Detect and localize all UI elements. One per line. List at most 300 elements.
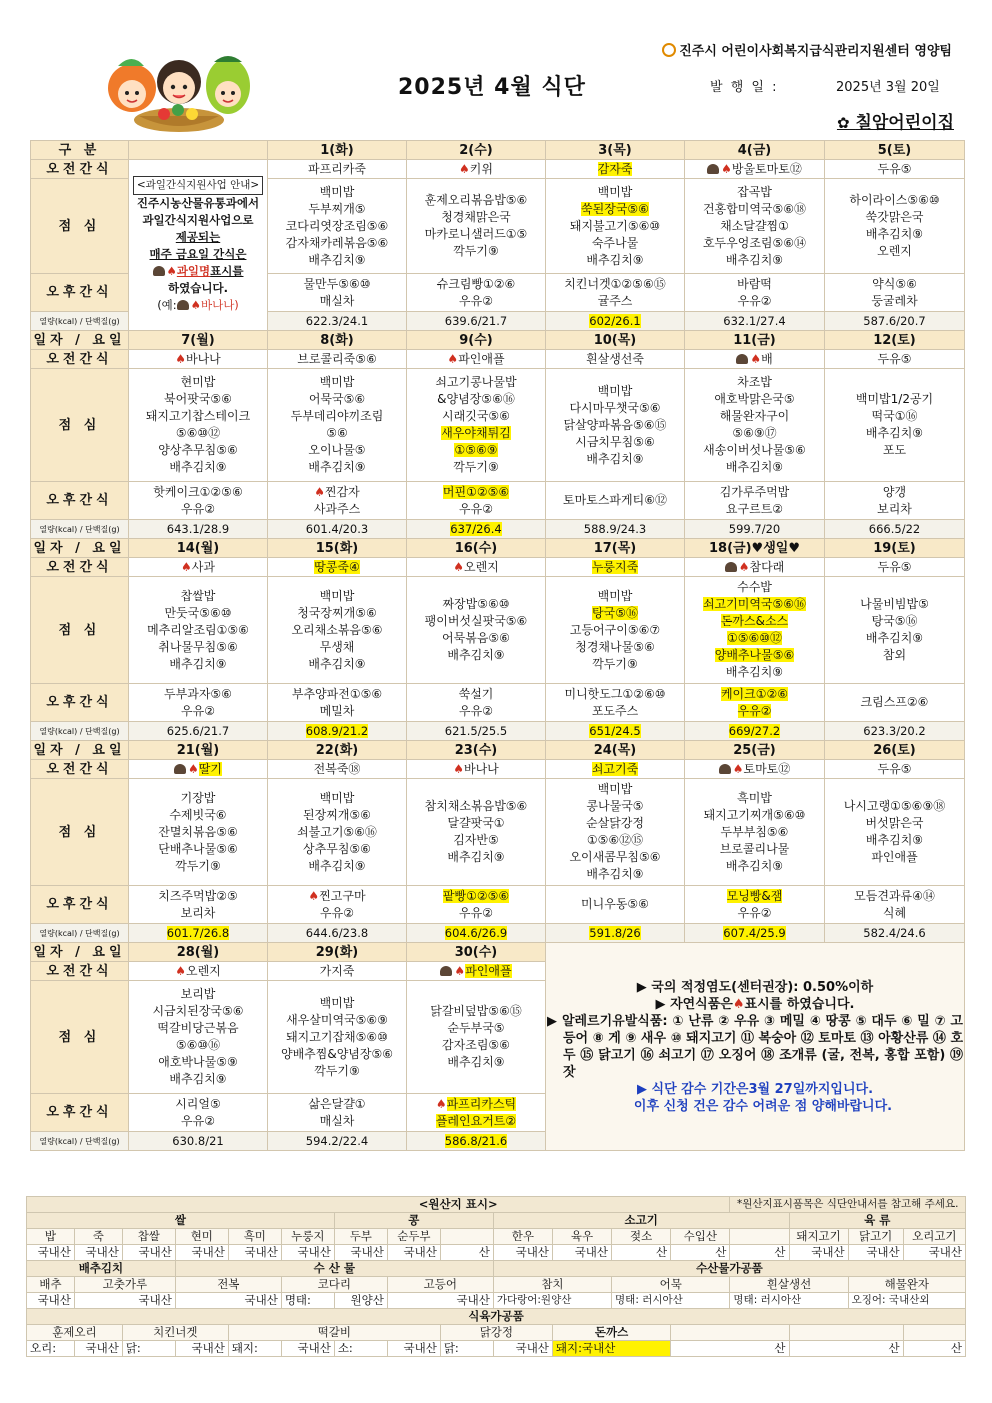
kcal-cell: [268, 1132, 407, 1151]
lunch-item: 두부찌개⑤: [308, 201, 366, 216]
am-snack: 가지죽: [319, 963, 355, 978]
kcal-cell: [825, 312, 965, 331]
kcal-value: 607.4/25.9: [723, 925, 786, 940]
day-header: 24(목): [546, 741, 685, 760]
lunch-item: 감자조림⑤⑥: [442, 1038, 510, 1052]
pm-snack: 귤주스: [597, 293, 633, 308]
note-text: 3월 27일까지: [748, 1081, 831, 1097]
kcal-cell: [685, 520, 825, 539]
origin-table: [26, 1196, 966, 1357]
notice-line: [130, 263, 266, 280]
pm-snack: 찐감자: [324, 484, 360, 499]
lunch-item: 배추김치⑨: [308, 656, 366, 671]
origin-item: 치킨너겟: [122, 1325, 228, 1341]
lunch-item-line: [547, 252, 683, 269]
pm-snack-line: [130, 484, 266, 501]
origin-value: 명태:: [281, 1293, 334, 1309]
lunch-item-line: [130, 790, 266, 807]
lunch-item-line: [408, 459, 544, 476]
notice-line: 제공되는: [175, 230, 221, 244]
am-snack-cell: [825, 760, 965, 779]
lunch-item: 만둣국⑤⑥⑩: [164, 605, 232, 620]
am-snack-line: [686, 761, 823, 778]
lunch-item-line: [408, 798, 544, 815]
lunch-item-line: [130, 374, 266, 391]
lunch-item: 배추김치⑨: [169, 656, 227, 671]
am-snack-line: [547, 559, 683, 576]
am-snack-line: [826, 351, 963, 368]
kid-icon: [725, 562, 737, 572]
lunch-item-line: [408, 1037, 544, 1054]
lunch-item-line: [547, 383, 683, 400]
pm-snack-cell: [268, 1094, 407, 1132]
lunch-item: 배추김치⑨: [865, 833, 924, 847]
lunch-item-line: [269, 201, 405, 218]
lunch-cell: [685, 577, 825, 684]
lunch-item: 북어팟국⑤⑥: [164, 392, 232, 406]
pm-snack-line: [130, 703, 266, 720]
kcal-value: 601.7/26.8: [166, 925, 230, 940]
fruit-icon: ♠: [308, 888, 320, 903]
lunch-item-line: [686, 391, 823, 408]
origin-item: 한우: [493, 1229, 552, 1245]
origin-item: [440, 1229, 493, 1245]
pm-snack: 우유②: [459, 501, 493, 516]
lunch-item: 깍두기⑨: [592, 656, 638, 671]
blank-header: [129, 141, 268, 160]
am-snack: 오렌지: [185, 963, 221, 978]
pm-snack-line: [826, 484, 963, 501]
pm-snack-line: [826, 276, 963, 293]
am-snack-line: [269, 559, 405, 576]
kcal-cell: [129, 924, 268, 943]
day-header: 10(목): [546, 331, 685, 350]
day-header: 18(금)♥생일♥: [685, 539, 825, 558]
lunch-item-line: [686, 807, 823, 824]
am-snack: 파인애플: [458, 351, 505, 366]
center-name: ✿ 칠암어린이집: [836, 113, 954, 133]
lunch-item: ⑤⑥⑩⑫: [175, 426, 221, 440]
lunch-item: ⑤⑥: [326, 426, 348, 440]
lunch-item: 쇠불고기⑤⑥⑯: [297, 824, 377, 839]
lunch-item-line: [547, 451, 683, 468]
lunch-item: &양념장⑤⑥⑯: [437, 392, 515, 406]
origin-item: 해물완자: [848, 1277, 965, 1293]
day-header: 22(화): [268, 741, 407, 760]
origin-item: 흰살생선: [730, 1277, 848, 1293]
row-label-kcal: 열량(kcal) / 단백질(g): [31, 312, 129, 331]
kid-icon: [174, 764, 186, 774]
lunch-item-line: [408, 1054, 544, 1071]
note-allergy: ▶ 알레르기유발식품: ① 난류 ② 우유 ③ 메밀 ④ 땅콩 ⑤ 대두 ⑥ 밀 ⑦ 고등어 ⑧ 게 ⑨ 새우 ⑩ 돼지고기 ⑪ 복숭아 ⑫ 토마토 ⑬ 아황산류 ⑭ 호두 ⑮ 닭고기 ⑯ 쇠고기 ⑰ 오징어 ⑱ 조개류 (굴, 전복, 홍합 포함) ⑲ 잣: [547, 1013, 963, 1080]
lunch-item-line: [269, 656, 405, 673]
lunch-item: 배추김치⑨: [169, 1072, 227, 1086]
am-snack: 배: [761, 351, 773, 366]
fruit-icon: ♠: [188, 761, 199, 776]
am-snack: 브로콜리죽⑤⑥: [297, 351, 377, 366]
origin-value: 명태: 러시아산: [730, 1293, 848, 1309]
pm-snack-cell: [825, 886, 965, 924]
pm-snack-cell: [407, 482, 546, 520]
kcal-cell: [407, 722, 546, 741]
row-label-day: 일자 / 요일: [31, 331, 129, 350]
origin-value: 국내산: [27, 1245, 75, 1261]
lunch-item-line: [408, 243, 544, 260]
lunch-item: 깍두기⑨: [314, 1063, 360, 1078]
am-snack: 두유⑤: [877, 351, 912, 366]
lunch-item-line: [269, 425, 405, 442]
group-beef: 소고기: [493, 1213, 789, 1229]
pm-snack: 식혜: [882, 905, 907, 920]
fruit-icon: ♠: [738, 559, 750, 574]
lunch-item: 짜장밥⑤⑥⑩: [442, 597, 510, 611]
lunch-item-line: [686, 790, 823, 807]
day-header: 2(수): [407, 141, 546, 160]
pm-snack: 미니우동⑤⑥: [581, 897, 649, 911]
kcal-cell: [685, 722, 825, 741]
lunch-item: 떡국①⑯: [871, 409, 918, 423]
am-snack: 오렌지: [463, 559, 499, 574]
lunch-item-line: [686, 824, 823, 841]
day-header: 15(화): [268, 539, 407, 558]
origin-item: 참치: [493, 1277, 611, 1293]
pm-snack-line: [826, 888, 963, 905]
notice-text: (예:: [157, 298, 177, 312]
notice-line: 과일간식지원사업으로: [142, 213, 254, 227]
lunch-item-line: [547, 781, 683, 798]
am-snack-line: [269, 351, 405, 368]
lunch-item: 오리채소볶음⑤⑥: [291, 622, 383, 637]
kcal-value: 651/24.5: [589, 723, 641, 738]
origin-value: 오징어: 국내산외: [848, 1293, 965, 1309]
lunch-cell: [685, 369, 825, 482]
am-snack-cell: [685, 760, 825, 779]
lunch-item: 배추김치⑨: [308, 858, 366, 873]
am-snack-line: [408, 761, 544, 778]
pm-snack-line: [686, 686, 823, 703]
pm-snack-line: [408, 501, 544, 518]
lunch-item-line: [826, 647, 963, 664]
lunch-item-line: [130, 622, 266, 639]
lunch-item: 훈제오리볶음밥⑤⑥: [424, 193, 528, 207]
day-header: 7(월): [129, 331, 268, 350]
lunch-item: 백미밥: [319, 184, 355, 199]
lunch-item-line: [269, 1012, 405, 1029]
note-text: 입니다.: [830, 1081, 874, 1097]
lunch-item-line: [686, 235, 823, 252]
lunch-item: 닭살양파볶음⑤⑥⑮: [563, 417, 667, 432]
kids-illustration: [104, 48, 254, 134]
pm-snack-line: [269, 1113, 405, 1130]
row-label-kcal: 열량(kcal) / 단백질(g): [31, 924, 129, 943]
origin-value: 국내산: [175, 1293, 281, 1309]
lunch-item: 참외: [882, 648, 907, 662]
origin-value: 국내산: [387, 1293, 493, 1309]
lunch-item-line: [408, 425, 544, 442]
lunch-item-line: [130, 639, 266, 656]
lunch-item: 배추김치⑨: [447, 648, 505, 662]
pm-snack-line: [826, 293, 963, 310]
lunch-item: 백미밥: [319, 790, 355, 805]
am-snack-cell: [546, 160, 685, 179]
pm-snack-line: [269, 293, 405, 310]
group-processed-meat: 식육가공품: [27, 1309, 966, 1325]
origin-value: 국내산: [27, 1293, 75, 1309]
lunch-item-line: [686, 374, 823, 391]
origin-value: 가다랑어:원양산: [493, 1293, 611, 1309]
lunch-item-line: [547, 588, 683, 605]
am-snack-line: [547, 161, 683, 178]
day-header: 9(수): [407, 331, 546, 350]
lunch-item: 배추김치⑨: [586, 867, 644, 881]
lunch-item: 청국장찌개⑤⑥: [297, 605, 377, 620]
lunch-cell: [825, 779, 965, 886]
group-rice: 쌀: [27, 1213, 335, 1229]
lunch-item: 돼지불고기⑤⑥⑩: [569, 218, 661, 233]
lunch-item: 백미밥: [597, 383, 633, 398]
kcal-cell: [407, 924, 546, 943]
fruit-icon: ♠: [435, 1096, 447, 1111]
lunch-item: 어묵볶음⑤⑥: [442, 631, 510, 645]
lunch-item-line: [826, 192, 963, 209]
lunch-item-line: [269, 588, 405, 605]
lunch-item: 수제빗국⑥: [169, 807, 227, 822]
lunch-item: 청경채맑은국: [441, 210, 511, 224]
lunch-item: 쇠고기콩나물밥: [435, 375, 517, 389]
kcal-cell: [546, 924, 685, 943]
lunch-item-line: [269, 1046, 405, 1063]
lunch-item: 팽이버섯실팟국⑤⑥: [424, 614, 528, 628]
lunch-item-line: [130, 1020, 266, 1037]
day-header: 4(금): [685, 141, 825, 160]
pm-snack-line: [130, 888, 266, 905]
origin-note: *원산지표시품목은 식단안내서를 참고해 주세요.: [730, 1197, 966, 1213]
lunch-item: 취나물무침⑤⑥: [158, 639, 238, 654]
lunch-item: 수수밥: [737, 580, 772, 594]
origin-item: 수입산: [671, 1229, 730, 1245]
am-snack: 흰살생선죽: [586, 351, 644, 366]
am-snack: 두유⑤: [877, 559, 912, 574]
am-snack-cell: [825, 558, 965, 577]
day-header: 16(수): [407, 539, 546, 558]
row-label-lunch: 점 심: [31, 779, 129, 886]
lunch-item-line: [130, 858, 266, 875]
row-label-kcal: 열량(kcal) / 단백질(g): [31, 722, 129, 741]
lunch-item-line: [686, 459, 823, 476]
am-snack-line: [408, 559, 544, 576]
group-meat: 육 류: [789, 1213, 965, 1229]
pm-snack-line: [130, 501, 266, 518]
lunch-item: 시래깃국⑤⑥: [442, 409, 510, 423]
am-snack: 토마토⑫: [743, 761, 791, 776]
day-header: 28(월): [129, 943, 268, 962]
lunch-item: 감자채카레볶음⑤⑥: [285, 235, 389, 250]
lunch-item: 보리밥: [180, 987, 216, 1001]
lunch-item-line: [269, 639, 405, 656]
pm-snack: 우유②: [459, 905, 493, 920]
origin-value: 닭:: [440, 1341, 493, 1357]
origin-value: 국내산: [848, 1245, 903, 1261]
origin-value: 국내산: [175, 1341, 228, 1357]
row-label-pm: 오후간식: [31, 886, 129, 924]
lunch-item: 배추김치⑨: [308, 460, 366, 474]
lunch-item-line: [686, 201, 823, 218]
kcal-value: 608.9/21.2: [305, 723, 369, 738]
pm-snack-line: [408, 484, 544, 501]
pm-snack-line: [826, 694, 963, 711]
notes-panel: [546, 943, 965, 1151]
pm-snack-cell: [129, 482, 268, 520]
am-snack: 바나나: [463, 761, 499, 776]
lunch-item: 쑥된장국⑤⑥: [581, 201, 649, 216]
lunch-item-line: [547, 622, 683, 639]
pm-snack: 바람떡: [737, 276, 772, 291]
lunch-item: 배추김치⑨: [586, 252, 644, 267]
day-header: 29(화): [268, 943, 407, 962]
lunch-item-line: [547, 201, 683, 218]
lunch-item: 무생채: [319, 639, 355, 654]
lunch-item-line: [130, 841, 266, 858]
am-snack-line: [826, 761, 963, 778]
pm-snack: 우유②: [737, 905, 772, 920]
am-snack-line: [547, 761, 683, 778]
am-snack-line: [826, 559, 963, 576]
row-label-pm: 오후간식: [31, 1094, 129, 1132]
lunch-item-line: [130, 807, 266, 824]
origin-item: [730, 1229, 789, 1245]
row-label-pm: 오후간식: [31, 684, 129, 722]
lunch-item-line: [269, 790, 405, 807]
kid-icon: [177, 300, 189, 310]
lunch-item: 배추김치⑨: [865, 426, 924, 440]
kcal-cell: [546, 520, 685, 539]
lunch-item: 나물비빔밥⑤: [860, 597, 929, 611]
lunch-item-line: [408, 391, 544, 408]
day-header: 5(토): [825, 141, 965, 160]
lunch-item-line: [826, 408, 963, 425]
pm-snack-line: [269, 703, 405, 720]
lunch-item: 배추김치⑨: [725, 460, 784, 474]
kcal-cell: [129, 1132, 268, 1151]
row-label-day: 일자 / 요일: [31, 539, 129, 558]
lunch-item: 쑥갓맑은국: [865, 210, 924, 224]
kcal-cell: [268, 520, 407, 539]
kcal-value: 587.6/20.7: [863, 313, 926, 328]
lunch-item-line: [408, 596, 544, 613]
lunch-item: 배추김치⑨: [169, 460, 227, 474]
kcal-value: 630.8/21: [172, 1133, 224, 1148]
origin-item: 찹쌀: [122, 1229, 175, 1245]
lunch-item-line: [826, 832, 963, 849]
origin-item: [671, 1325, 789, 1341]
pm-snack-line: [130, 1096, 266, 1113]
lunch-cell: [546, 577, 685, 684]
am-snack-cell: [685, 558, 825, 577]
lunch-cell: [685, 779, 825, 886]
pm-snack-cell: [685, 684, 825, 722]
am-snack-line: [130, 559, 266, 576]
pm-snack: 약식⑤⑥: [872, 276, 917, 291]
lunch-item-line: [547, 849, 683, 866]
pm-snack-cell: [685, 274, 825, 312]
lunch-item-line: [686, 408, 823, 425]
lunch-cell: [268, 179, 407, 274]
fruit-program-notice: [129, 160, 268, 331]
kcal-value: 621.5/25.5: [444, 723, 508, 738]
pm-snack: 보리차: [877, 501, 912, 516]
lunch-item: 백미밥: [597, 782, 633, 796]
am-snack-line: [130, 351, 266, 368]
pm-snack-line: [826, 905, 963, 922]
pm-snack: 쑥설기: [458, 686, 494, 701]
lunch-item: 마카로니샐러드①⑤: [424, 227, 528, 241]
day-header: 26(토): [825, 741, 965, 760]
am-snack-cell: [268, 760, 407, 779]
pm-snack-line: [547, 276, 683, 293]
pm-snack: 우유②: [320, 905, 354, 920]
pm-snack-cell: [268, 684, 407, 722]
lunch-cell: [407, 779, 546, 886]
lunch-item-line: [547, 656, 683, 673]
pm-snack-line: [547, 896, 683, 913]
lunch-item-line: [826, 849, 963, 866]
lunch-item: 쇠고기미역국⑤⑥⑯: [702, 597, 807, 611]
kcal-cell: [825, 520, 965, 539]
group-kimchi: 배추김치: [27, 1261, 176, 1277]
pm-snack: 우유②: [737, 703, 772, 718]
origin-item: 전복: [175, 1277, 281, 1293]
kcal-value: 643.1/28.9: [166, 521, 230, 536]
lunch-item: 닭갈비덮밥⑤⑥⑮: [430, 1004, 522, 1018]
lunch-item: 건홍합미역국⑤⑥⑱: [702, 201, 807, 216]
lunch-item-line: [547, 815, 683, 832]
day-header: 21(월): [129, 741, 268, 760]
origin-item: 코다리: [281, 1277, 387, 1293]
lunch-item: 순두부국⑤: [447, 1021, 505, 1035]
pm-snack-cell: [407, 886, 546, 924]
fruit-icon: ♠: [190, 298, 201, 312]
lunch-item-line: [826, 798, 963, 815]
lunch-item-line: [408, 815, 544, 832]
lunch-item-line: [408, 647, 544, 664]
row-label-am: 오전간식: [31, 160, 129, 179]
kid-icon: [736, 354, 748, 364]
lunch-item-line: [130, 605, 266, 622]
am-snack-cell: [268, 350, 407, 369]
lunch-item: 파인애플: [871, 850, 918, 864]
lunch-item-line: [547, 400, 683, 417]
note-natural: ▶ 자연식품은♠표시를 하였습니다.: [655, 996, 855, 1012]
am-snack-cell: [407, 350, 546, 369]
lunch-item: 잡곡밥: [737, 184, 772, 199]
pm-snack: 매실차: [319, 1113, 355, 1128]
lunch-item: 탕국⑤⑯: [871, 614, 918, 628]
lunch-item: 단배추나물⑤⑥: [158, 841, 238, 856]
pm-snack-cell: [546, 886, 685, 924]
lunch-item-line: [269, 841, 405, 858]
lunch-item-line: [408, 192, 544, 209]
pm-snack-cell: [407, 274, 546, 312]
pm-snack-cell: [407, 684, 546, 722]
lunch-cell: [825, 577, 965, 684]
lunch-item: 두부데리야끼조림: [290, 409, 384, 423]
lunch-item-line: [686, 425, 823, 442]
origin-item: 훈제오리: [27, 1325, 123, 1341]
pm-snack: 김가루주먹밥: [719, 484, 790, 499]
lunch-item: 배추김치⑨: [725, 858, 784, 873]
lunch-item: 두부부침⑤⑥: [720, 824, 789, 839]
pm-snack-line: [408, 686, 544, 703]
